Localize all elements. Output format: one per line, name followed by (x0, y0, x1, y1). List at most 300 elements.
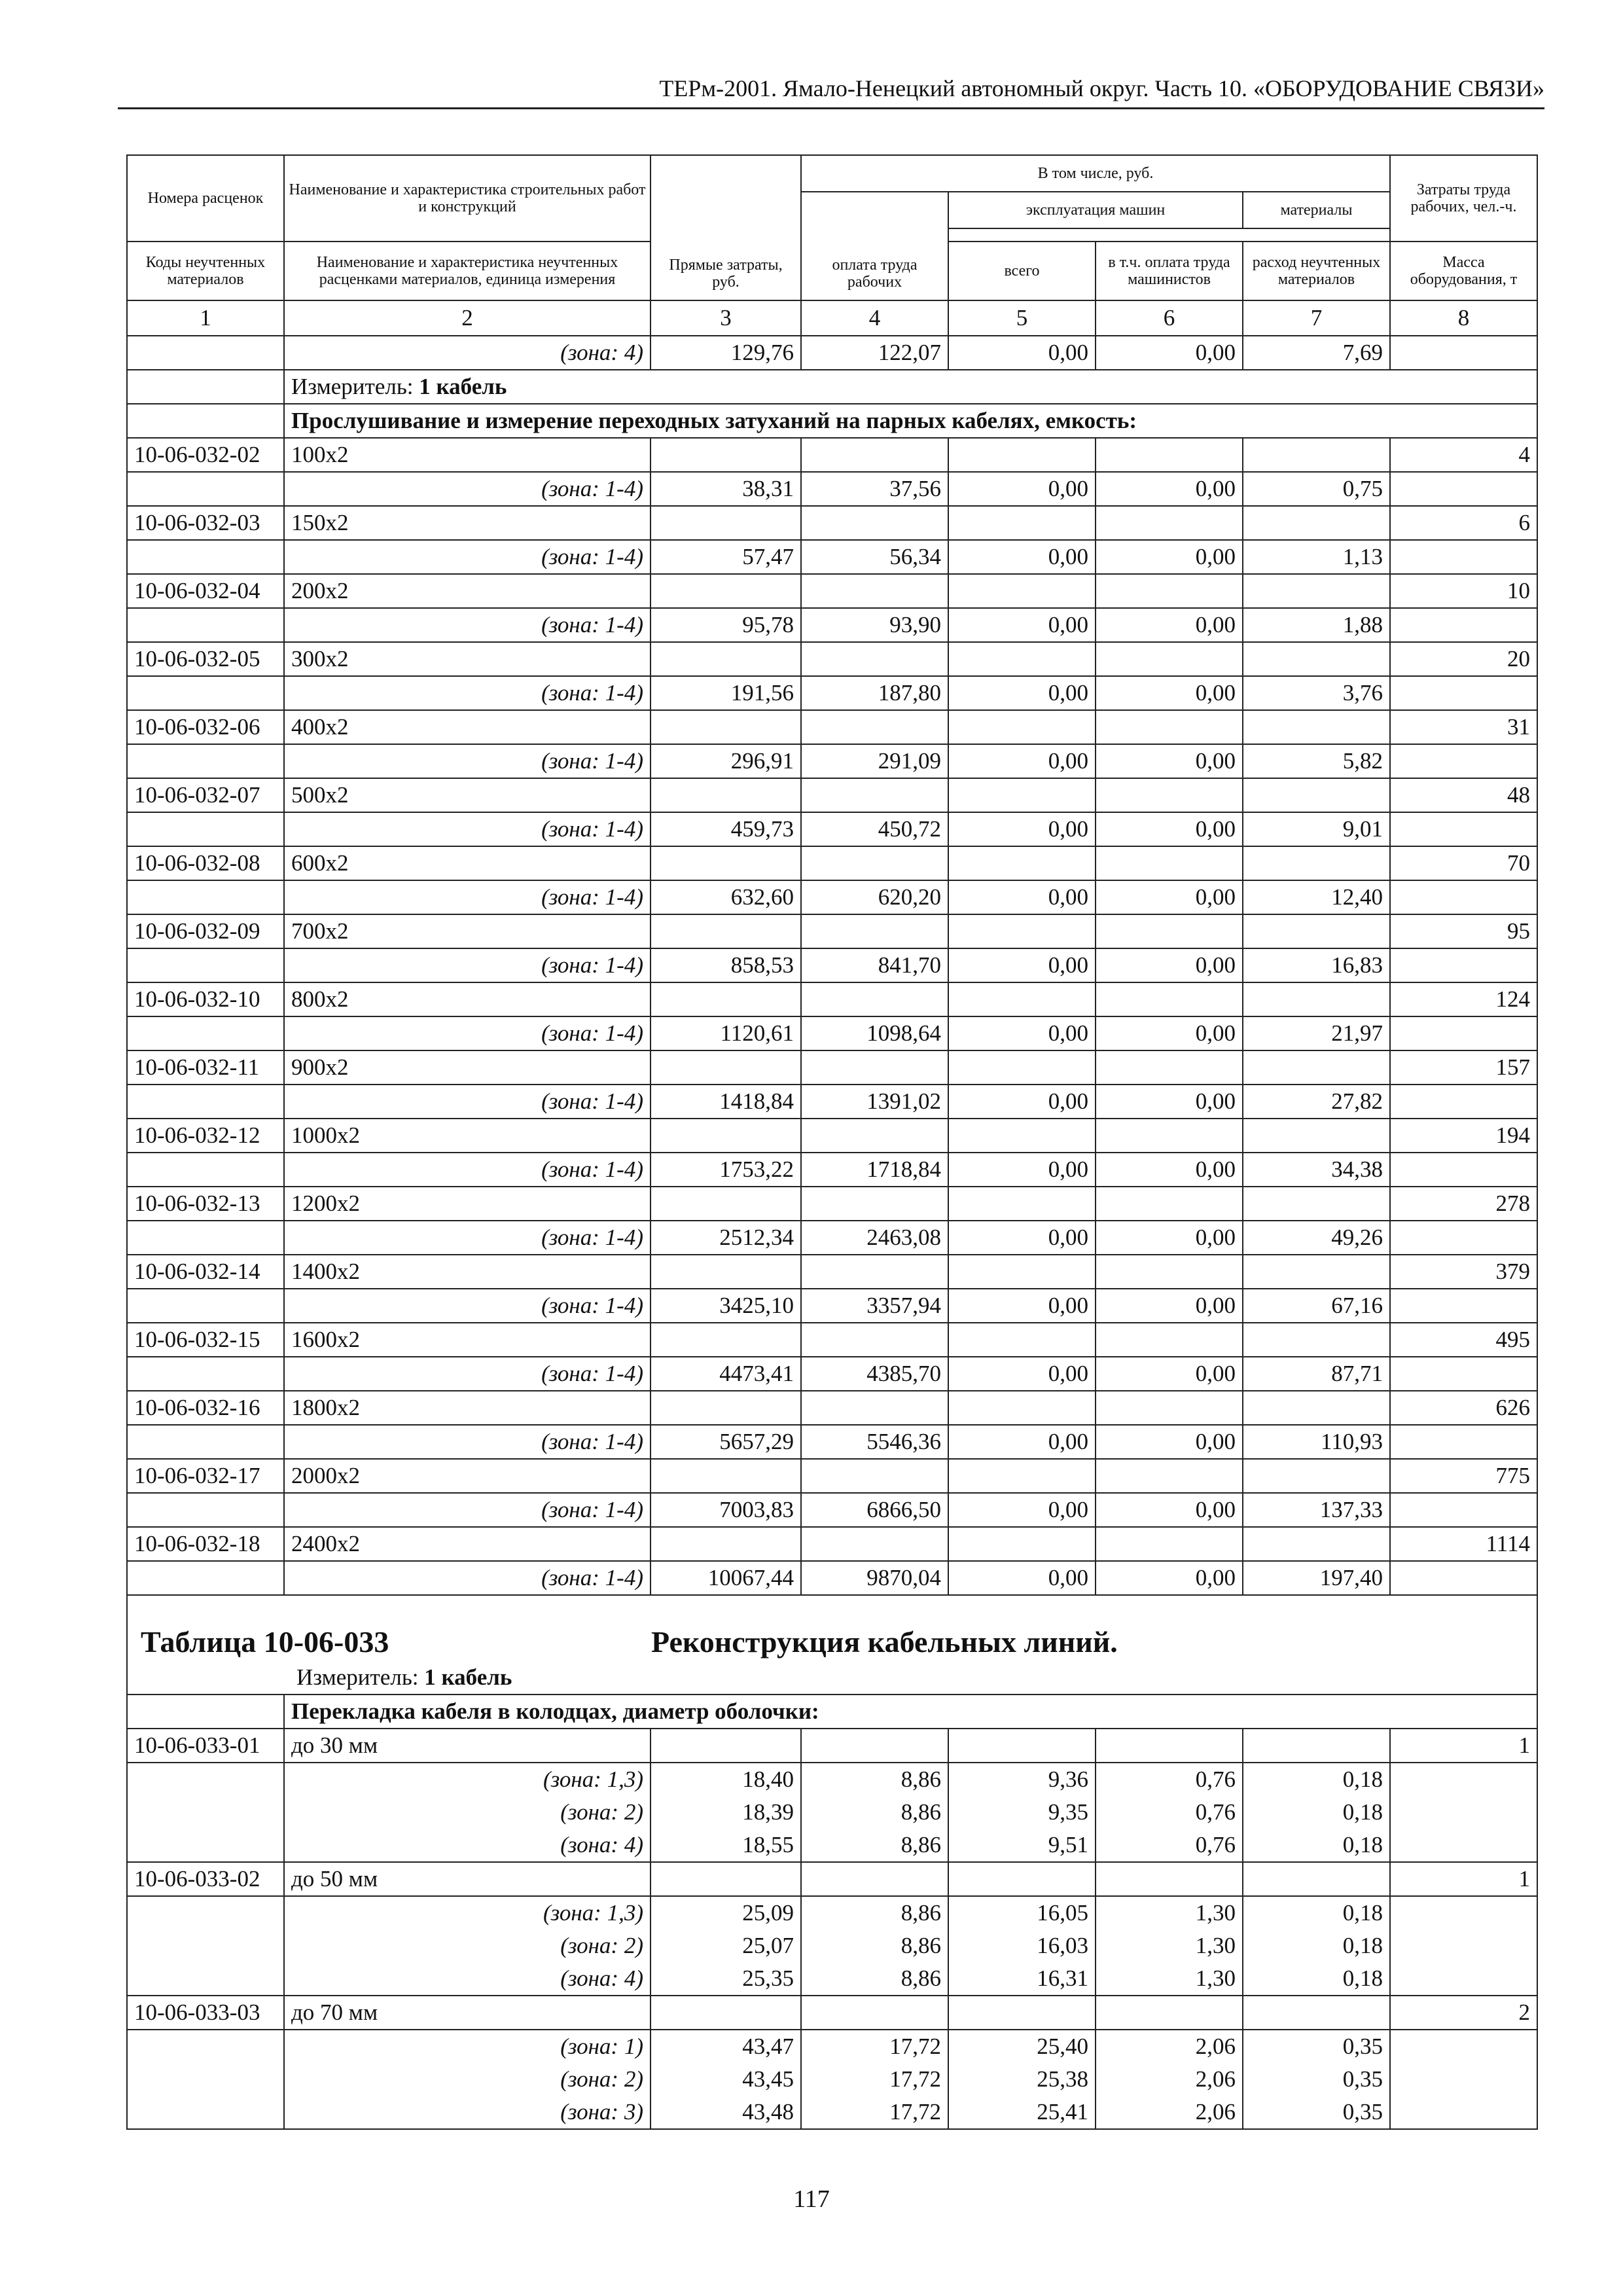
empty-cell (801, 1187, 948, 1221)
machinist-wage: 0,00 (1096, 336, 1243, 370)
direct-cost: 459,73 (651, 812, 801, 846)
machines-cost: 16,05 (948, 1896, 1096, 1929)
table-row (127, 1187, 1537, 1221)
zone-cell: (зона: 4) (284, 336, 651, 370)
table-row (127, 472, 1537, 506)
empty-cell (1243, 1729, 1390, 1763)
empty-cell (801, 1729, 948, 1763)
rate-code: 10-06-032-16 (127, 1391, 284, 1425)
page-number: 117 (793, 2185, 830, 2213)
col-direct-header: Прямые затраты, руб. (651, 155, 801, 300)
labor-header: Затраты труда рабочих, чел.-ч. (1390, 155, 1537, 242)
labor-cell (1390, 2030, 1537, 2063)
materials-cost: 27,82 (1243, 1085, 1390, 1119)
empty-cell (948, 778, 1096, 812)
labor-cell (1390, 948, 1537, 982)
machines-cost: 0,00 (948, 540, 1096, 574)
column-number: 4 (801, 300, 948, 336)
code-cell (127, 2063, 284, 2096)
machines-cost: 16,31 (948, 1962, 1096, 1996)
empty-cell (1096, 1996, 1243, 2030)
empty-cell (1243, 1255, 1390, 1289)
labor-value: 20 (1390, 642, 1537, 676)
machinist-wage: 0,00 (1096, 1357, 1243, 1391)
empty-cell (801, 1527, 948, 1561)
wage-cost: 17,72 (801, 2096, 948, 2129)
code-cell (127, 1153, 284, 1187)
table-row (127, 1729, 1537, 1763)
empty-cell (1243, 710, 1390, 744)
table-row (127, 574, 1537, 608)
code-cell (127, 1962, 284, 1996)
empty-cell (651, 506, 801, 540)
code-cell (127, 472, 284, 506)
direct-cost: 129,76 (651, 336, 801, 370)
item-name: 1000х2 (284, 1119, 651, 1153)
empty-cell (948, 846, 1096, 880)
wage-cost: 8,86 (801, 1796, 948, 1829)
column-number: 1 (127, 300, 284, 336)
table-row (127, 2030, 1537, 2063)
table-row (127, 1255, 1537, 1289)
machinist-wage: 0,00 (1096, 608, 1243, 642)
wage-cost: 17,72 (801, 2030, 948, 2063)
table-row (127, 1391, 1537, 1425)
empty-cell (651, 1527, 801, 1561)
table-row (127, 948, 1537, 982)
materials-cost: 7,69 (1243, 336, 1390, 370)
labor-cell (1390, 744, 1537, 778)
machines-cost: 0,00 (948, 676, 1096, 710)
wage-cost: 620,20 (801, 880, 948, 914)
column-number: 6 (1096, 300, 1243, 336)
code-cell (127, 1221, 284, 1255)
empty-cell (948, 438, 1096, 472)
labor-cell (1390, 608, 1537, 642)
direct-cost: 43,48 (651, 2096, 801, 2129)
direct-cost: 5657,29 (651, 1425, 801, 1459)
empty-cell (651, 1050, 801, 1085)
wage-cost: 8,86 (801, 1962, 948, 1996)
rate-code: 10-06-032-04 (127, 574, 284, 608)
machinist-wage: 0,00 (1096, 744, 1243, 778)
labor-value: 495 (1390, 1323, 1537, 1357)
empty-cell (801, 1391, 948, 1425)
machines-cost: 0,00 (948, 1289, 1096, 1323)
direct-cost: 1753,22 (651, 1153, 801, 1187)
table-row (127, 1561, 1537, 1595)
empty-cell (127, 370, 284, 404)
empty-cell (1243, 914, 1390, 948)
item-name: 1200х2 (284, 1187, 651, 1221)
empty-cell (651, 1323, 801, 1357)
code-cell (127, 948, 284, 982)
labor-value: 379 (1390, 1255, 1537, 1289)
wage-cost: 5546,36 (801, 1425, 948, 1459)
labor-value: 70 (1390, 846, 1537, 880)
labor-value: 1114 (1390, 1527, 1537, 1561)
empty-cell (1096, 1459, 1243, 1493)
column-number: 2 (284, 300, 651, 336)
machines-cost: 0,00 (948, 812, 1096, 846)
labor-cell (1390, 812, 1537, 846)
wage-cost: 6866,50 (801, 1493, 948, 1527)
machinist-wage: 1,30 (1096, 1896, 1243, 1929)
col-name-header: Наименование и характеристика строительных работ и конструкций (284, 155, 651, 242)
zone-cell: (зона: 1-4) (284, 1085, 651, 1119)
machinist-wage: 0,76 (1096, 1796, 1243, 1829)
direct-cost: 3425,10 (651, 1289, 801, 1323)
wage-cost: 17,72 (801, 2063, 948, 2096)
item-name: 1600х2 (284, 1323, 651, 1357)
labor-cell (1390, 1796, 1537, 1829)
table-row (127, 982, 1537, 1016)
table-row (127, 2063, 1537, 2096)
code-cell (127, 1763, 284, 1796)
table-row (127, 778, 1537, 812)
table-row (127, 1050, 1537, 1085)
materials-cost: 0,18 (1243, 1829, 1390, 1862)
wage-cost: 3357,94 (801, 1289, 948, 1323)
rate-code: 10-06-032-17 (127, 1459, 284, 1493)
table-row (127, 1221, 1537, 1255)
empty-cell (1243, 574, 1390, 608)
table-row (127, 1796, 1537, 1829)
machinist-wage: 0,00 (1096, 1425, 1243, 1459)
machinist-wage: 1,30 (1096, 1962, 1243, 1996)
table-row (127, 914, 1537, 948)
materials-header: материалы (1243, 192, 1390, 228)
empty-cell (651, 574, 801, 608)
empty-cell (1243, 1119, 1390, 1153)
empty-cell (651, 1391, 801, 1425)
empty-cell (948, 1187, 1096, 1221)
empty-cell (1096, 574, 1243, 608)
table-label: Таблица 10-06-033 (141, 1625, 389, 1659)
machinist-wage: 2,06 (1096, 2063, 1243, 2096)
direct-cost: 191,56 (651, 676, 801, 710)
machines-cost: 0,00 (948, 880, 1096, 914)
rate-code: 10-06-032-11 (127, 1050, 284, 1085)
wage-cost: 291,09 (801, 744, 948, 778)
materials-cost: 21,97 (1243, 1016, 1390, 1050)
materials-cost: 0,35 (1243, 2063, 1390, 2096)
machinist-wage: 0,00 (1096, 880, 1243, 914)
labor-cell (1390, 540, 1537, 574)
table-row (127, 1323, 1537, 1357)
rate-code: 10-06-033-01 (127, 1729, 284, 1763)
table-row (127, 506, 1537, 540)
empty-cell (801, 846, 948, 880)
materials-cost: 16,83 (1243, 948, 1390, 982)
item-name: 200х2 (284, 574, 651, 608)
empty-cell (1243, 506, 1390, 540)
item-name: до 30 мм (284, 1729, 651, 1763)
materials-cost: 5,82 (1243, 744, 1390, 778)
empty-cell (1243, 1050, 1390, 1085)
total-header: всего (948, 242, 1096, 300)
empty-cell (1096, 1323, 1243, 1357)
materials-cost: 1,88 (1243, 608, 1390, 642)
wage-cost: 1391,02 (801, 1085, 948, 1119)
machinist-wage: 0,00 (1096, 1085, 1243, 1119)
table-row (127, 1119, 1537, 1153)
wage-header: оплата труда рабочих (801, 192, 948, 300)
machines-cost: 0,00 (948, 1561, 1096, 1595)
item-name: 400х2 (284, 710, 651, 744)
table-row (127, 812, 1537, 846)
machines-cost: 9,36 (948, 1763, 1096, 1796)
machines-cost: 9,51 (948, 1829, 1096, 1862)
materials-cost: 0,18 (1243, 1763, 1390, 1796)
code-cell (127, 1016, 284, 1050)
table-row (127, 1153, 1537, 1187)
empty-cell (127, 404, 284, 438)
empty-cell (801, 438, 948, 472)
materials-cost: 0,18 (1243, 1929, 1390, 1962)
empty-cell (651, 1729, 801, 1763)
table-row (127, 676, 1537, 710)
zone-cell: (зона: 1,3) (284, 1896, 651, 1929)
empty-cell (1243, 642, 1390, 676)
materials-cost: 0,75 (1243, 472, 1390, 506)
machines-header: эксплуатация машин (948, 192, 1243, 228)
empty-cell (948, 1323, 1096, 1357)
empty-cell (948, 642, 1096, 676)
item-name: 300х2 (284, 642, 651, 676)
table-row (127, 1085, 1537, 1119)
machines-cost: 25,41 (948, 2096, 1096, 2129)
item-name: 500х2 (284, 778, 651, 812)
wage-cost: 841,70 (801, 948, 948, 982)
empty-cell (651, 846, 801, 880)
table-row (127, 2096, 1537, 2129)
empty-cell (651, 1187, 801, 1221)
machines-cost: 0,00 (948, 608, 1096, 642)
code-cell (127, 1425, 284, 1459)
wage-cost: 8,86 (801, 1929, 948, 1962)
machines-cost: 0,00 (948, 1153, 1096, 1187)
labor-cell (1390, 676, 1537, 710)
empty-cell (1096, 1187, 1243, 1221)
empty-cell (1096, 1255, 1243, 1289)
table-row (127, 1962, 1537, 1996)
machines-cost: 0,00 (948, 472, 1096, 506)
direct-cost: 10067,44 (651, 1561, 801, 1595)
direct-cost: 7003,83 (651, 1493, 801, 1527)
table-row (127, 642, 1537, 676)
meter-row (127, 370, 1537, 404)
direct-cost: 25,09 (651, 1896, 801, 1929)
labor-cell (1390, 1829, 1537, 1862)
direct-cost: 57,47 (651, 540, 801, 574)
labor-value: 626 (1390, 1391, 1537, 1425)
labor-cell (1390, 2096, 1537, 2129)
direct-cost: 18,55 (651, 1829, 801, 1862)
table-row (127, 1829, 1537, 1862)
code-cell (127, 880, 284, 914)
materials-cost: 0,18 (1243, 1796, 1390, 1829)
labor-cell (1390, 1357, 1537, 1391)
mach-wage-header: в т.ч. оплата труда машинистов (1096, 242, 1243, 300)
machines-cost: 0,00 (948, 1016, 1096, 1050)
machines-cost: 0,00 (948, 1221, 1096, 1255)
empty-cell (1096, 1050, 1243, 1085)
table-row (127, 1763, 1537, 1796)
labor-value: 278 (1390, 1187, 1537, 1221)
labor-cell (1390, 2063, 1537, 2096)
empty-cell (801, 1323, 948, 1357)
item-name: 150х2 (284, 506, 651, 540)
empty-cell (1096, 1391, 1243, 1425)
empty-cell (651, 1119, 801, 1153)
code-cell (127, 812, 284, 846)
empty-cell (1243, 846, 1390, 880)
direct-cost: 2512,34 (651, 1221, 801, 1255)
table-row (127, 710, 1537, 744)
zone-cell: (зона: 1-4) (284, 812, 651, 846)
empty-cell (1096, 846, 1243, 880)
item-name: 1400х2 (284, 1255, 651, 1289)
zone-cell: (зона: 2) (284, 1796, 651, 1829)
machines-cost: 0,00 (948, 744, 1096, 778)
code-cell (127, 336, 284, 370)
direct-cost: 18,39 (651, 1796, 801, 1829)
empty-cell (1243, 1459, 1390, 1493)
wage-cost: 1098,64 (801, 1016, 948, 1050)
direct-cost: 43,47 (651, 2030, 801, 2063)
meter-cell (284, 370, 1537, 404)
zone-cell: (зона: 1-4) (284, 472, 651, 506)
labor-cell (1390, 1425, 1537, 1459)
materials-cost: 87,71 (1243, 1357, 1390, 1391)
labor-value: 6 (1390, 506, 1537, 540)
machinist-wage: 0,00 (1096, 1221, 1243, 1255)
empty-cell (948, 1050, 1096, 1085)
direct-cost: 4473,41 (651, 1357, 801, 1391)
labor-value: 2 (1390, 1996, 1537, 2030)
empty-cell (948, 506, 1096, 540)
empty-cell (801, 710, 948, 744)
machines-cost: 0,00 (948, 1493, 1096, 1527)
empty-cell (801, 982, 948, 1016)
empty-cell (1096, 710, 1243, 744)
zone-cell: (зона: 1,3) (284, 1763, 651, 1796)
empty-cell (1096, 1119, 1243, 1153)
rate-code: 10-06-032-13 (127, 1187, 284, 1221)
labor-value: 157 (1390, 1050, 1537, 1085)
wage-cost: 9870,04 (801, 1561, 948, 1595)
empty-cell (948, 710, 1096, 744)
empty-cell (948, 1391, 1096, 1425)
empty-cell (1243, 1527, 1390, 1561)
wage-cost: 122,07 (801, 336, 948, 370)
table-row (127, 1929, 1537, 1962)
column-number: 5 (948, 300, 1096, 336)
table-row (127, 1862, 1537, 1896)
labor-value: 1 (1390, 1729, 1537, 1763)
empty-cell (948, 1255, 1096, 1289)
table-title: Реконструкция кабельных линий. (651, 1625, 1118, 1659)
code-cell (127, 1929, 284, 1962)
wage-cost: 37,56 (801, 472, 948, 506)
wage-cost: 8,86 (801, 1829, 948, 1862)
empty-cell (651, 438, 801, 472)
table-row (127, 1493, 1537, 1527)
labor-cell (1390, 1962, 1537, 1996)
code-cell (127, 1289, 284, 1323)
table-title-row (127, 1595, 1537, 1661)
item-name: 2000х2 (284, 1459, 651, 1493)
direct-cost: 18,40 (651, 1763, 801, 1796)
labor-cell (1390, 1289, 1537, 1323)
zone-cell: (зона: 1-4) (284, 744, 651, 778)
empty-cell (801, 778, 948, 812)
materials-cost: 0,18 (1243, 1896, 1390, 1929)
empty-cell (801, 642, 948, 676)
empty-cell (1096, 642, 1243, 676)
table-row (127, 1896, 1537, 1929)
zone-cell: (зона: 1-4) (284, 1561, 651, 1595)
rate-code: 10-06-032-07 (127, 778, 284, 812)
rate-code: 10-06-032-15 (127, 1323, 284, 1357)
rates-table (126, 154, 1538, 2130)
machinist-wage: 0,00 (1096, 1153, 1243, 1187)
table-row (127, 846, 1537, 880)
wage-cost: 187,80 (801, 676, 948, 710)
empty-cell (948, 1459, 1096, 1493)
item-name: до 70 мм (284, 1996, 651, 2030)
empty-cell (1243, 1391, 1390, 1425)
incl-header: В том числе, руб. (801, 155, 1390, 192)
wage-cost: 2463,08 (801, 1221, 948, 1255)
wage-cost: 8,86 (801, 1763, 948, 1796)
empty-cell (1096, 1729, 1243, 1763)
item-name: 600х2 (284, 846, 651, 880)
empty-cell (1096, 1862, 1243, 1896)
empty-cell (1096, 914, 1243, 948)
machinist-wage: 0,00 (1096, 472, 1243, 506)
machines-cost: 0,00 (948, 1425, 1096, 1459)
zone-cell: (зона: 3) (284, 2096, 651, 2129)
machines-cost: 16,03 (948, 1929, 1096, 1962)
zone-cell: (зона: 1-4) (284, 676, 651, 710)
code-cell (127, 676, 284, 710)
materials-cost: 110,93 (1243, 1425, 1390, 1459)
empty-cell (948, 1119, 1096, 1153)
table-row (127, 880, 1537, 914)
labor-cell (1390, 1153, 1537, 1187)
labor-value: 1 (1390, 1862, 1537, 1896)
labor-cell (1390, 1929, 1537, 1962)
column-number: 3 (651, 300, 801, 336)
zone-cell: (зона: 1-4) (284, 1493, 651, 1527)
page-header: ТЕРм-2001. Ямало-Ненецкий автономный округ. Часть 10. «ОБОРУДОВАНИЕ СВЯЗИ» (118, 71, 1544, 109)
labor-value: 10 (1390, 574, 1537, 608)
empty-cell (801, 1255, 948, 1289)
labor-cell (1390, 1493, 1537, 1527)
direct-cost: 858,53 (651, 948, 801, 982)
rate-code: 10-06-032-06 (127, 710, 284, 744)
empty-cell (801, 1050, 948, 1085)
empty-cell (948, 1527, 1096, 1561)
meter-label: Измеритель: (291, 374, 414, 399)
item-name: до 50 мм (284, 1862, 651, 1896)
materials-cost: 197,40 (1243, 1561, 1390, 1595)
direct-cost: 1418,84 (651, 1085, 801, 1119)
wage-cost: 56,34 (801, 540, 948, 574)
section-title: Перекладка кабеля в колодцах, диаметр оболочки: (284, 1695, 1537, 1729)
